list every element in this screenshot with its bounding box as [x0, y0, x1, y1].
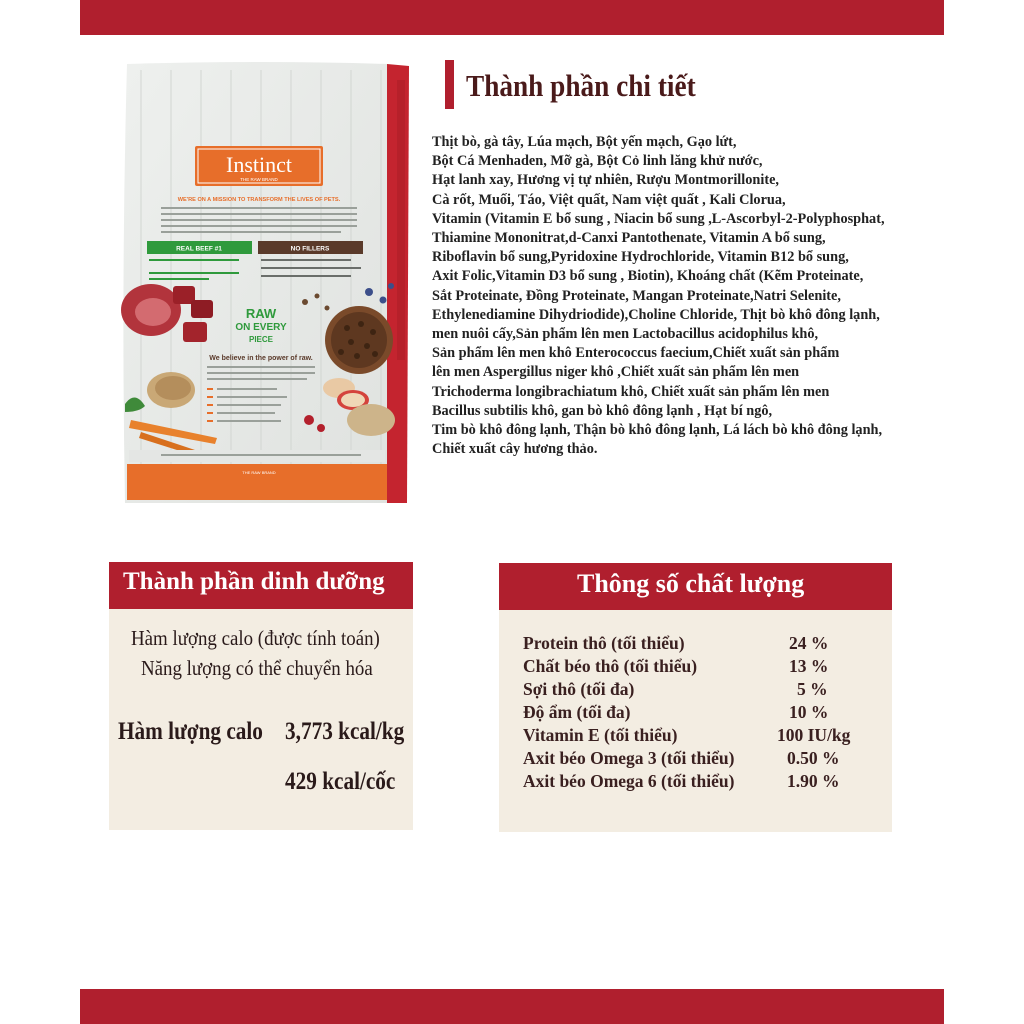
quality-row — [523, 725, 883, 748]
bag-tag-right: NO FILLERS — [290, 245, 330, 253]
ingredients-line: men nuôi cấy,Sản phẩm lên men Lactobacillus acidophilus khô, — [432, 326, 819, 343]
bag-brand: Instinct — [226, 152, 292, 177]
ingredients-line: Trichoderma longibrachiatum khô, Chiết xuất sản phẩm lên men — [432, 383, 830, 400]
bottom-banner — [80, 989, 944, 1024]
quality-row — [523, 656, 883, 679]
bag-raw-1: RAW — [245, 306, 277, 321]
quality-value: 13 % — [789, 656, 829, 676]
ingredients-line: Ethylenediamine Dihydriodide),Choline Chloride, Thịt bò khô đông lạnh, — [432, 306, 880, 323]
ingredients-line: Sản phẩm lên men khô Enterococcus faecium,Chiết xuất sản phẩm — [432, 345, 840, 362]
ingredients-line: Riboflavin bổ sung,Pyridoxine Hydrochloride, Vitamin B12 bổ sung, — [432, 249, 849, 266]
quality-title: Thông số chất lượng — [577, 569, 805, 598]
calorie-label: Hàm lượng calo — [118, 718, 263, 745]
bag-believe: We believe in the power of raw. — [209, 355, 313, 362]
quality-value: 10 % — [789, 702, 829, 722]
quality-row — [523, 771, 883, 794]
ingredients-title: Thành phần chi tiết — [466, 68, 696, 103]
nutrition-line-2: Năng lượng có thể chuyển hóa — [141, 656, 373, 680]
bag-mission: WE'RE ON A MISSION TO TRANSFORM THE LIVES OF PETS. — [177, 197, 341, 203]
quality-row — [523, 702, 883, 725]
ingredients-line: Axit Folic,Vitamin D3 bổ sung , Biotin), Khoáng chất (Kẽm Proteinate, — [432, 268, 864, 285]
quality-value: 1.90 % — [787, 771, 840, 791]
quality-row — [523, 748, 883, 771]
ingredients-line: lên men Aspergillus niger khô ,Chiết xuất sản phẩm lên men — [432, 364, 800, 381]
bag-tag-left: REAL BEEF #1 — [176, 245, 222, 253]
ingredients-line: Vitamin (Vitamin E bổ sung , Niacin bổ sung ,L-Ascorbyl-2-Polyphosphat, — [432, 210, 885, 227]
quality-header — [499, 563, 892, 610]
nutrition-header — [109, 562, 413, 609]
product-bag-image — [121, 60, 409, 503]
nutrition-line-1: Hàm lượng calo (được tính toán) — [131, 626, 380, 650]
ingredients-line: Bột Cá Menhaden, Mỡ gà, Bột Cỏ linh lăng khử nước, — [432, 153, 763, 170]
quality-label: Vitamin E (tối thiểu) — [523, 725, 678, 745]
ingredients-line: Thịt bò, gà tây, Lúa mạch, Bột yến mạch, Gạo lứt, — [432, 134, 737, 150]
calorie-per-cup: 429 kcal/cốc — [285, 768, 396, 795]
quality-label: Protein thô (tối thiểu) — [523, 633, 685, 653]
quality-row — [523, 679, 883, 702]
ingredients-line: Cà rốt, Muối, Táo, Việt quất, Nam việt quất , Kali Clorua, — [432, 191, 786, 208]
ingredients-list — [432, 133, 972, 459]
quality-label: Chất béo thô (tối thiểu) — [523, 656, 698, 676]
quality-label: Axit béo Omega 3 (tối thiểu) — [523, 748, 735, 768]
top-banner — [80, 0, 944, 35]
ingredients-line: Hạt lanh xay, Hương vị tự nhiên, Rượu Montmorillonite, — [432, 172, 779, 189]
ingredients-line: Bacillus subtilis khô, gan bò khô đông lạnh , Hạt bí ngô, — [432, 402, 773, 419]
ingredients-line: Chiết xuất cây hương thảo. — [432, 441, 598, 458]
quality-label: Độ ẩm (tối đa) — [523, 702, 631, 722]
quality-value: 100 IU/kg — [777, 725, 851, 745]
heading-accent-bar — [445, 60, 454, 109]
bag-footer-brand: THE RAW BRAND — [242, 470, 276, 475]
nutrition-title: Thành phần dinh dưỡng — [123, 568, 385, 595]
quality-value: 24 % — [789, 633, 829, 653]
quality-label: Sợi thô (tối đa) — [523, 679, 635, 699]
ingredients-line: Thiamine Mononitrat,d-Canxi Pantothenate, Vitamin A bổ sung, — [432, 230, 826, 247]
ingredients-line: Tim bò khô đông lạnh, Thận bò khô đông lạnh, Lá lách bò khô đông lạnh, — [432, 422, 883, 439]
quality-row — [523, 633, 883, 656]
ingredients-line: Sắt Proteinate, Đồng Proteinate, Mangan Proteinate,Natri Selenite, — [432, 287, 841, 304]
calorie-per-kg: 3,773 kcal/kg — [285, 718, 405, 745]
bag-raw-3: PIECE — [248, 335, 274, 344]
ingredients-heading — [445, 60, 925, 110]
nutrition-panel — [109, 562, 413, 830]
quality-value: 5 % — [797, 679, 828, 699]
quality-label: Axit béo Omega 6 (tối thiểu) — [523, 771, 735, 791]
quality-value: 0.50 % — [787, 748, 840, 768]
bag-brand-sub: THE RAW BRAND — [240, 177, 278, 182]
quality-panel — [499, 563, 892, 832]
bag-raw-2: ON EVERY — [235, 322, 287, 333]
